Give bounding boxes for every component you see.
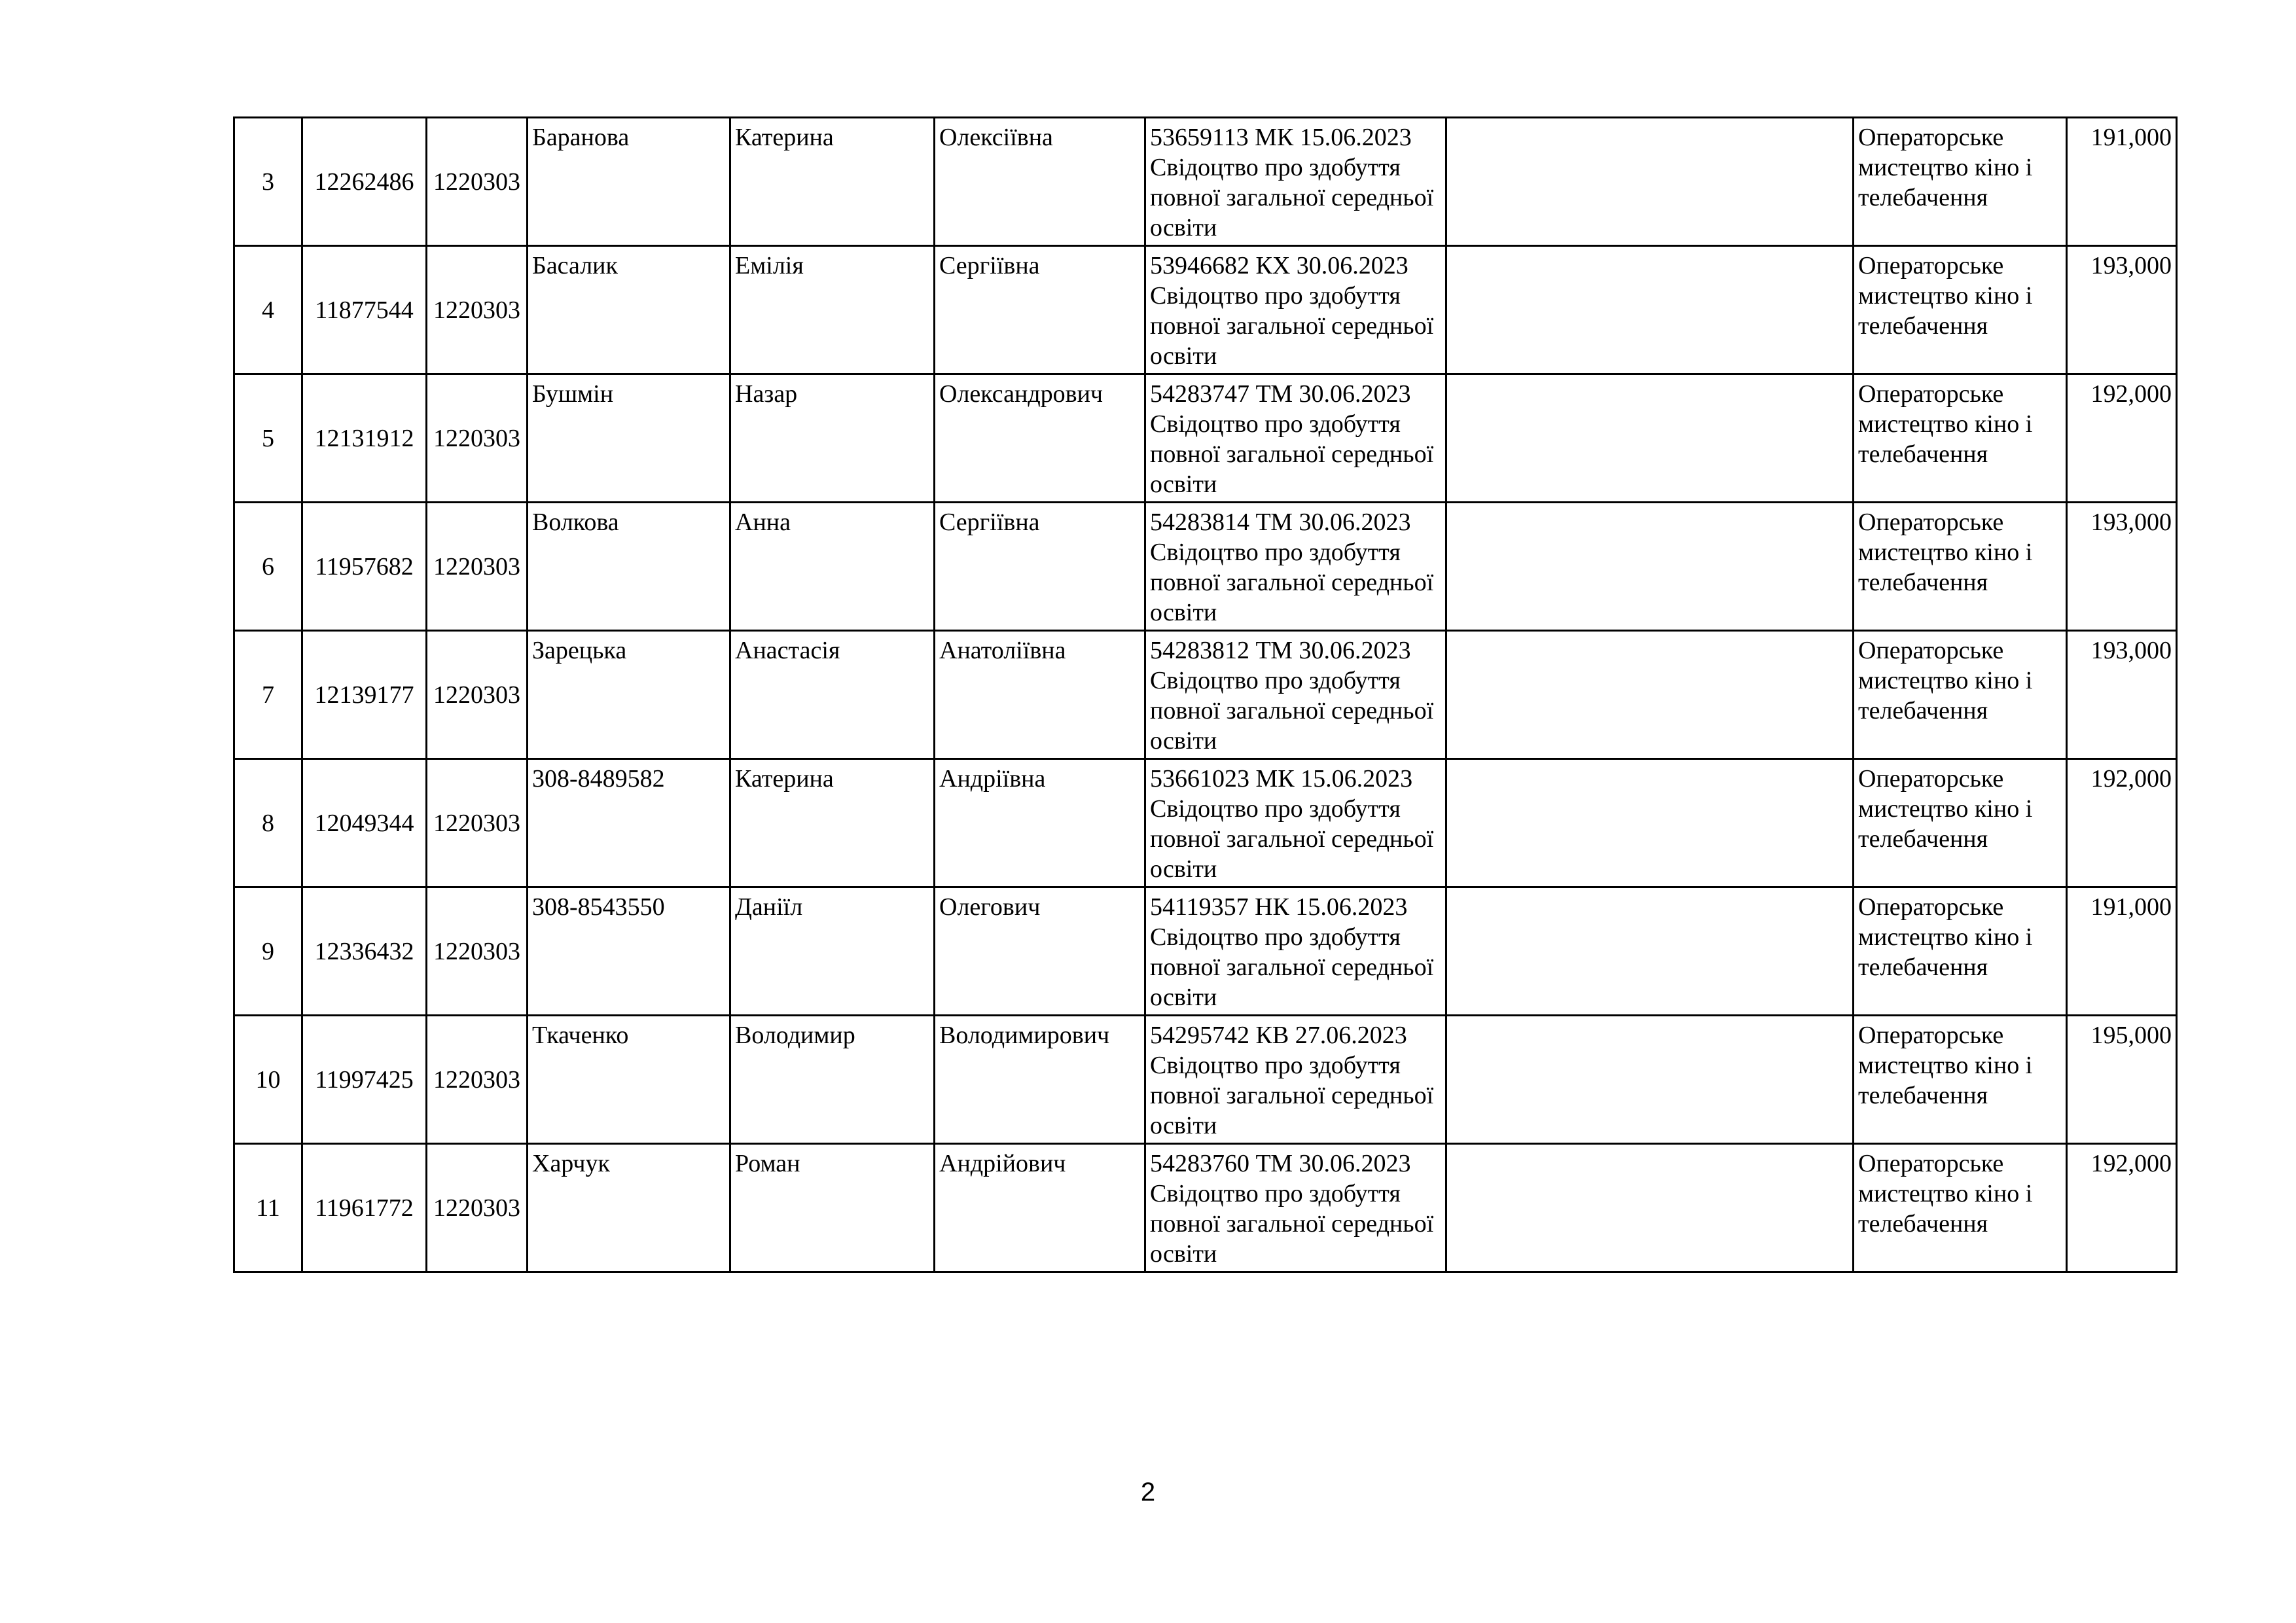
note-cell bbox=[1446, 246, 1854, 374]
applicant-id-cell: 12262486 bbox=[302, 118, 427, 246]
program-code-cell: 1220303 bbox=[427, 1144, 528, 1272]
score-cell: 192,000 bbox=[2067, 1144, 2177, 1272]
table-row bbox=[234, 246, 2177, 374]
applicant-id-cell: 11877544 bbox=[302, 246, 427, 374]
row-number-cell: 10 bbox=[234, 1016, 302, 1144]
table-row bbox=[234, 759, 2177, 887]
table-row bbox=[234, 118, 2177, 246]
first-name-cell: Катерина bbox=[730, 118, 935, 246]
patronymic-cell: Олегович bbox=[935, 887, 1145, 1016]
table-body bbox=[234, 118, 2177, 1272]
applicant-id-cell: 12336432 bbox=[302, 887, 427, 1016]
surname-cell: Ткаченко bbox=[528, 1016, 730, 1144]
score-cell: 192,000 bbox=[2067, 759, 2177, 887]
table-row bbox=[234, 374, 2177, 503]
program-name-cell: Операторське мистецтво кіно і телебачення bbox=[1854, 887, 2067, 1016]
program-code-cell: 1220303 bbox=[427, 1016, 528, 1144]
page-number: 2 bbox=[1140, 1478, 1156, 1507]
document-cell: 54283760 ТМ 30.06.2023 Свідоцтво про здобуття повної загальної середньої освіти bbox=[1145, 1144, 1446, 1272]
row-number-cell: 5 bbox=[234, 374, 302, 503]
document-cell: 54295742 КВ 27.06.2023 Свідоцтво про здобуття повної загальної середньої освіти bbox=[1145, 1016, 1446, 1144]
note-cell bbox=[1446, 759, 1854, 887]
surname-cell: 308-8543550 bbox=[528, 887, 730, 1016]
program-name-cell: Операторське мистецтво кіно і телебачення bbox=[1854, 118, 2067, 246]
table-row bbox=[234, 887, 2177, 1016]
note-cell bbox=[1446, 887, 1854, 1016]
table-row bbox=[234, 1144, 2177, 1272]
patronymic-cell: Андріївна bbox=[935, 759, 1145, 887]
program-code-cell: 1220303 bbox=[427, 246, 528, 374]
program-code-cell: 1220303 bbox=[427, 374, 528, 503]
patronymic-cell: Сергіївна bbox=[935, 246, 1145, 374]
program-name-cell: Операторське мистецтво кіно і телебачення bbox=[1854, 246, 2067, 374]
applicants-table bbox=[233, 116, 2178, 1273]
applicant-id-cell: 12139177 bbox=[302, 631, 427, 759]
surname-cell: Баранова bbox=[528, 118, 730, 246]
surname-cell: Волкова bbox=[528, 503, 730, 631]
applicant-id-cell: 12131912 bbox=[302, 374, 427, 503]
program-name-cell: Операторське мистецтво кіно і телебачення bbox=[1854, 1016, 2067, 1144]
table-row bbox=[234, 631, 2177, 759]
surname-cell: Бушмін bbox=[528, 374, 730, 503]
document-cell: 54283747 ТМ 30.06.2023 Свідоцтво про здобуття повної загальної середньої освіти bbox=[1145, 374, 1446, 503]
note-cell bbox=[1446, 1016, 1854, 1144]
note-cell bbox=[1446, 374, 1854, 503]
patronymic-cell: Анатоліївна bbox=[935, 631, 1145, 759]
document-cell: 53659113 МК 15.06.2023 Свідоцтво про здобуття повної загальної середньої освіти bbox=[1145, 118, 1446, 246]
row-number-cell: 11 bbox=[234, 1144, 302, 1272]
surname-cell: Зарецька bbox=[528, 631, 730, 759]
patronymic-cell: Олексіївна bbox=[935, 118, 1145, 246]
applicant-id-cell: 11961772 bbox=[302, 1144, 427, 1272]
score-cell: 195,000 bbox=[2067, 1016, 2177, 1144]
first-name-cell: Катерина bbox=[730, 759, 935, 887]
first-name-cell: Анастасія bbox=[730, 631, 935, 759]
score-cell: 192,000 bbox=[2067, 374, 2177, 503]
program-name-cell: Операторське мистецтво кіно і телебачення bbox=[1854, 374, 2067, 503]
patronymic-cell: Андрійович bbox=[935, 1144, 1145, 1272]
note-cell bbox=[1446, 503, 1854, 631]
table-row bbox=[234, 1016, 2177, 1144]
document-cell: 53661023 МК 15.06.2023 Свідоцтво про здобуття повної загальної середньої освіти bbox=[1145, 759, 1446, 887]
surname-cell: 308-8489582 bbox=[528, 759, 730, 887]
applicant-id-cell: 11957682 bbox=[302, 503, 427, 631]
score-cell: 191,000 bbox=[2067, 118, 2177, 246]
note-cell bbox=[1446, 1144, 1854, 1272]
program-code-cell: 1220303 bbox=[427, 118, 528, 246]
score-cell: 191,000 bbox=[2067, 887, 2177, 1016]
score-cell: 193,000 bbox=[2067, 246, 2177, 374]
first-name-cell: Емілія bbox=[730, 246, 935, 374]
row-number-cell: 3 bbox=[234, 118, 302, 246]
first-name-cell: Роман bbox=[730, 1144, 935, 1272]
row-number-cell: 7 bbox=[234, 631, 302, 759]
row-number-cell: 4 bbox=[234, 246, 302, 374]
program-code-cell: 1220303 bbox=[427, 759, 528, 887]
program-code-cell: 1220303 bbox=[427, 631, 528, 759]
program-name-cell: Операторське мистецтво кіно і телебачення bbox=[1854, 1144, 2067, 1272]
program-code-cell: 1220303 bbox=[427, 887, 528, 1016]
patronymic-cell: Володимирович bbox=[935, 1016, 1145, 1144]
row-number-cell: 6 bbox=[234, 503, 302, 631]
program-code-cell: 1220303 bbox=[427, 503, 528, 631]
patronymic-cell: Сергіївна bbox=[935, 503, 1145, 631]
document-cell: 54283812 ТМ 30.06.2023 Свідоцтво про здобуття повної загальної середньої освіти bbox=[1145, 631, 1446, 759]
row-number-cell: 9 bbox=[234, 887, 302, 1016]
surname-cell: Харчук bbox=[528, 1144, 730, 1272]
row-number-cell: 8 bbox=[234, 759, 302, 887]
program-name-cell: Операторське мистецтво кіно і телебачення bbox=[1854, 503, 2067, 631]
patronymic-cell: Олександрович bbox=[935, 374, 1145, 503]
first-name-cell: Володимир bbox=[730, 1016, 935, 1144]
document-cell: 54119357 НК 15.06.2023 Свідоцтво про здобуття повної загальної середньої освіти bbox=[1145, 887, 1446, 1016]
surname-cell: Басалик bbox=[528, 246, 730, 374]
first-name-cell: Даніїл bbox=[730, 887, 935, 1016]
score-cell: 193,000 bbox=[2067, 503, 2177, 631]
note-cell bbox=[1446, 631, 1854, 759]
program-name-cell: Операторське мистецтво кіно і телебачення bbox=[1854, 631, 2067, 759]
first-name-cell: Назар bbox=[730, 374, 935, 503]
applicant-id-cell: 11997425 bbox=[302, 1016, 427, 1144]
first-name-cell: Анна bbox=[730, 503, 935, 631]
document-cell: 54283814 ТМ 30.06.2023 Свідоцтво про здобуття повної загальної середньої освіти bbox=[1145, 503, 1446, 631]
program-name-cell: Операторське мистецтво кіно і телебачення bbox=[1854, 759, 2067, 887]
score-cell: 193,000 bbox=[2067, 631, 2177, 759]
table-row bbox=[234, 503, 2177, 631]
applicant-id-cell: 12049344 bbox=[302, 759, 427, 887]
note-cell bbox=[1446, 118, 1854, 246]
document-cell: 53946682 КХ 30.06.2023 Свідоцтво про здобуття повної загальної середньої освіти bbox=[1145, 246, 1446, 374]
